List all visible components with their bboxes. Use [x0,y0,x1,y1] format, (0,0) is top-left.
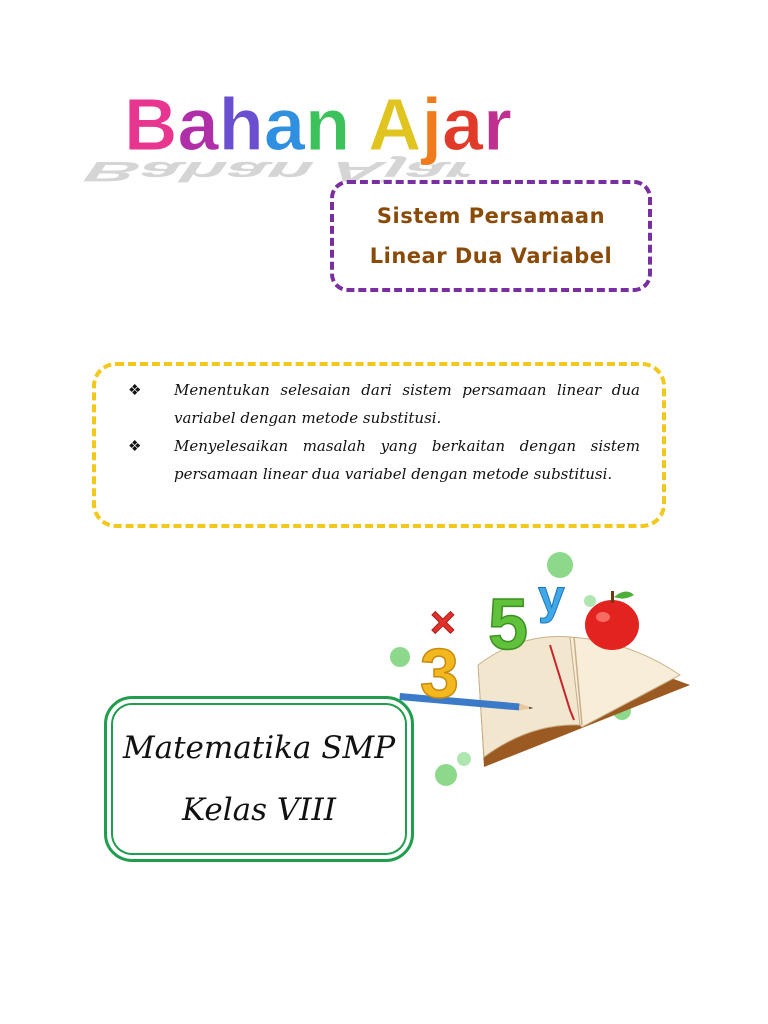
subject-box [104,696,414,862]
svg-text:×: × [430,598,456,647]
title-wordart [74,83,512,194]
objective-item [126,432,640,488]
subject-title: Matematika SMP [122,730,396,766]
title-text [124,83,512,166]
title-letter: r [483,83,512,166]
title-letter: A [368,83,422,166]
title-letter [350,83,368,166]
title-letter: j [421,83,443,166]
title-letter: a [442,83,484,166]
objective-text: Menyelesaikan masalah yang berkaitan dengan sistem persamaan linear dua variabel dengan metode substitusi. [174,437,640,483]
title-letter: h [218,83,264,166]
diamond-bullet-icon: ❖ [128,381,142,399]
objectives-list [126,376,640,488]
svg-text:y: y [538,571,565,624]
title-letter: a [263,83,305,166]
class-level: Kelas VIII [182,792,336,828]
svg-text:3: 3 [420,634,459,712]
title-letter: n [304,83,351,166]
title-reflection: Bahan Ajar [74,155,485,187]
diamond-bullet-icon: ❖ [128,437,142,455]
objective-text: Menentukan selesaian dari sistem persamaan linear dua variabel dengan metode substitusi. [174,381,640,427]
objective-item [126,376,640,432]
title-letter: a [177,83,219,166]
topic-box [330,180,652,292]
svg-text:5: 5 [488,585,529,665]
topic-line-1: Sistem Persamaan [376,204,606,228]
title-letter: B [124,83,178,166]
topic-line-2: Linear Dua Variabel [369,244,613,268]
objectives-box [92,362,666,528]
